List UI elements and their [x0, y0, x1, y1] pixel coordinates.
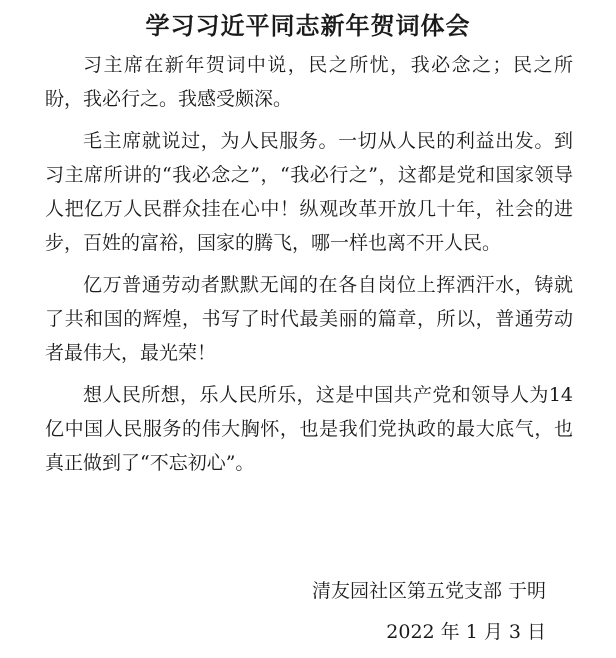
document-body — [45, 48, 573, 488]
document-title: 学习习近平同志新年贺词体会 — [145, 11, 471, 40]
paragraph-2: 毛主席就说过，为人民服务。一切从人民的利益出发。到习主席所讲的“我必念之”，“我必行之”，这都是党和国家领导人把亿万人民群众挂在心中！纵观改革开放几十年，社会的进步，百姓的富裕，国家的腾飞，哪一样也离不开人民。 — [45, 130, 573, 254]
paragraph-3: 亿万普通劳动者默默无闻的在各自岗位上挥洒汗水，铸就了共和国的辉煌，书写了时代最美丽的篇章，所以，普通劳动者最伟大，最光荣！ — [45, 274, 573, 364]
paragraph-4: 想人民所想，乐人民所乐，这是中国共产党和领导人为14亿中国人民服务的伟大胸怀，也是我们党执政的最大底气，也真正做到了“不忘初心”。 — [45, 384, 573, 474]
paragraph-1: 习主席在新年贺词中说，民之所忧，我必念之；民之所盼，我必行之。我感受颇深。 — [45, 54, 573, 110]
signature-date: 2022 年 1 月 3 日 — [386, 621, 546, 643]
signature-organization: 清友园社区第五党支部 于明 — [311, 580, 546, 602]
